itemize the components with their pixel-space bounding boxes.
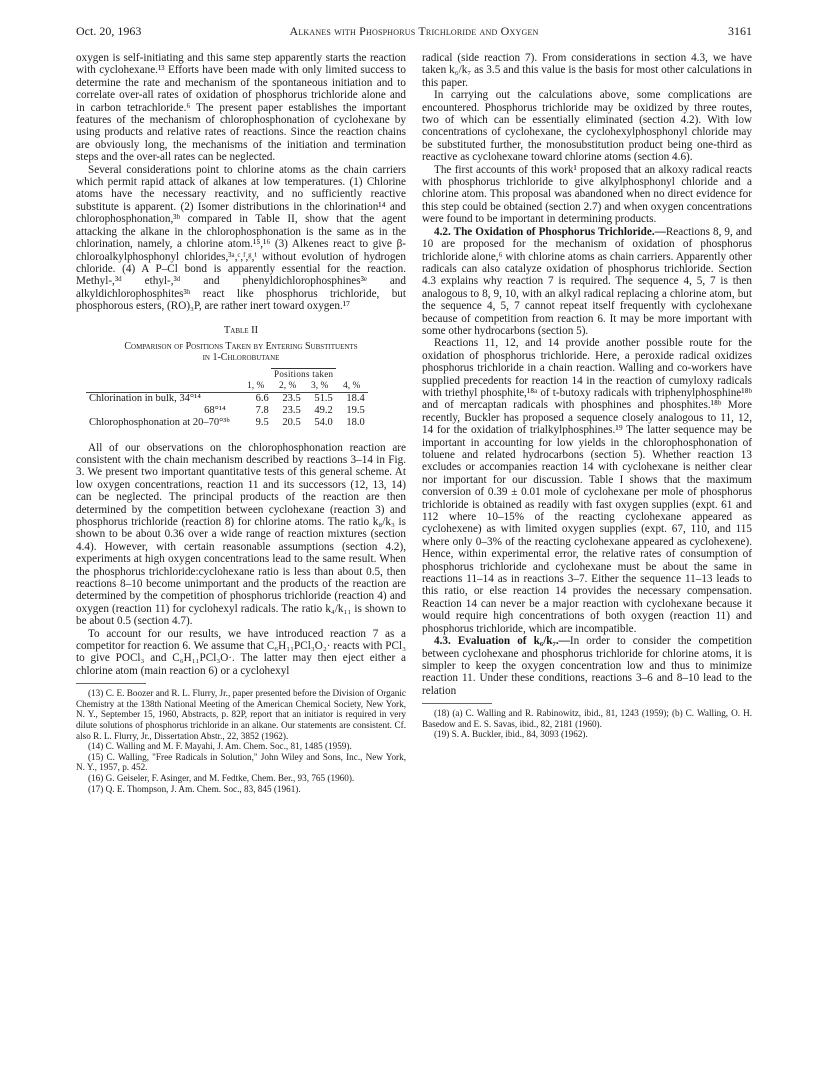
table-cell: 51.5 — [314, 392, 333, 404]
paragraph: Reactions 11, 12, and 14 provide another possible route for the oxidation of phosphorus trichloride. Here, a peroxide radical oxidizes phosphorus trichloride in a chain reaction. Walling and co-workers have supplied precedents for reaction 14 in the reaction of cumyloxy radicals with triethyl phosphite,¹⁸ᵃ of t-butoxy radicals with triphenylphosphine¹⁸ᵇ and of mercaptan radicals with phosphines and phosphites.¹⁸ᵇ More recently, Buckler has proposed a sequence closely analogous to 11, 12, 14 for the oxidation of trialkylphosphines.¹⁹ The latter sequence may be important in accounting for low yields in the chlorophosphonation of toluene and related hydrocarbons (section 5). Whether reaction 13 excludes or accompanies reaction 14 with cyclohexane is neither clear nor important for our discussion. Table I shows that the maximum conversion of 0.39 ± 0.01 mole of cyclohexane per mole of phosphorus trichloride is obtained as readily with fast oxygen supplies (expt. 61 and 112 where 10–15% of the reacting cyclohexane appeared as cyclohexene) as with limited oxygen supplies (expt. 67, 110, and 115 where only 0–3% of the reacting cyclohexane appeared as cyclohexene). Hence, within experimental error, the relative rates of consumption of phosphorus trichloride and cyclohexane must be about the same in reactions 11–14 as in reactions 3–7. Either the sequence 11–13 leads to this ratio, or else reaction 14 provides the necessary compensation. Reaction 14 can never be a major reaction with cyclohexane because it would require high concentrations of both oxygen (reaction 11) and phosphorus trichloride, which are incompatible. — [422, 337, 752, 635]
header-page-number: 3161 — [728, 24, 752, 38]
table-title — [76, 341, 406, 364]
section-body: Reactions 8, 9, and 10 are proposed for the mechanism of oxidation of phosphorus trichloride alone,⁶ with chlorine atoms as chain carriers. Apparently other radicals can also catalyze oxidation of phosphorus trichloride. Section 4.3 explains why reaction 7 is required. The sequence 4, 5, 7 is then analogous to 8, 9, 10, with an alkyl radical replacing a chlorine atom, but the sequence 4, 5, 7 cannot repeat itself frequently with cyclohexane because of competition from reaction 6. It may be more important with some other hydrocarbons (section 5). — [422, 225, 752, 337]
header-title: Alkanes with Phosphorus Trichloride and Oxygen — [289, 24, 539, 38]
paragraph: Several considerations point to chlorine atoms as the chain carriers which permit rapid attack of alkanes at low temperatures. (1) Chlorine atoms have the necessary reactivity, and no sufficiently reactive substitute is apparent. (2) Isomer distributions in the chlorination¹⁴ and chlorophosphonation,³ᵇ compared in Table II, show that the agent attacking the alkane in the chlorophosphonation is the same as in the chlorination, namely, a chlorine atom.¹⁵,¹⁶ (3) Alkenes react to give β-chloroalkylphosphonyl chlorides,³ᵃ,ᶜ,ᶠ,ᵍ,ⁱ without evolution of hydrogen chloride. (4) A P–Cl bond is apparently essential for the reaction. Methyl-,³ᵈ ethyl-,³ᵈ and phenyldichlorophosphines³ᵉ and alkyldichlorophosphites³ʰ react like phosphorus trichloride, but phosphorous esters, (RO)₃P, are rather inert toward oxygen.¹⁷ — [76, 163, 406, 313]
table-row — [86, 417, 368, 429]
column-header: 4, % — [336, 380, 368, 393]
footnote: (18) (a) C. Walling and R. Rabinowitz, ibid., 81, 1243 (1959); (b) C. Walling, O. H. Basedow and E. S. Savas, ibid., 82, 2181 (1960). — [422, 708, 752, 729]
paragraph: oxygen is self-initiating and this same step apparently starts the reaction with cyclohexane.¹³ Efforts have been made with only limited success to determine the rate and mechanism of the spontaneous initiation and to correlate over-all rates of oxidation of phosphorus trichloride alone and in carbon tetrachloride.⁶ The present paper establishes the important features of the mechanism of chlorophosphonation of cyclohexane by using products and relative rates of reactions. Since the reaction chains are obviously long, the mechanisms of the initiation and termination steps and the over-all rates can be neglected. — [76, 52, 406, 164]
footnote: (19) S. A. Buckler, ibid., 84, 3093 (1962). — [434, 729, 588, 740]
paragraph: All of our observations on the chlorophosphonation reaction are consistent with the chain mechanism described by reactions 3–14 in Fig. 3. We present two important quantitative tests of this general scheme. At low oxygen concentrations, reaction 11 and its successors (12, 13, 14) can be neglected. The principal products of the reaction are then determined by the competition between cyclohexane (reaction 3) and phosphorus trichloride (reaction 8) for chlorine atoms. The ratio k₈/k₃ is shown to be about 0.36 over a wide range of reaction mixtures (section 4.4). However, with certain reasonable assumptions (section 4.2), experiments at high oxygen concentrations lead to the same result. When the phosphorus trichloride:cyclohexane ratio is less than about 0.5, then reactions 8–10 become unimportant and the products of the reaction are determined by the competition of phosphorus trichloride (reaction 4) and oxygen (reaction 11) for cyclohexyl radicals. The ratio k₄/k₁₁ is shown to be about 0.5 (section 4.7). — [76, 441, 406, 628]
right-column — [422, 52, 752, 740]
table-cell: 18.4 — [346, 392, 365, 404]
table-cell: 54.0 — [314, 417, 333, 429]
footnote-separator — [422, 703, 492, 704]
table-cell: 23.5 — [282, 405, 301, 417]
table-header-row — [86, 380, 368, 393]
table-title-line: Comparison of Positions Taken by Entering Substituents — [124, 340, 358, 352]
table-cell: 20.5 — [282, 417, 301, 429]
paragraph: In carrying out the calculations above, some complications are encountered. Phosphorus trichloride may be oxidized by three routes, two of which can be essentially eliminated (section 4.2). With low concentrations of cyclohexane, the cyclohexylphosphonyl chloride may be substituted further, the monosubstitution product being one-third as reactive as cyclohexane toward chlorine atoms (section 4.6). — [422, 89, 752, 164]
footnote-separator — [76, 683, 146, 684]
running-header — [76, 22, 752, 40]
table-cell: 7.8 — [255, 405, 269, 417]
footnote: (16) G. Geiseler, F. Asinger, and M. Fedtke, Chem. Ber., 93, 765 (1960). — [88, 773, 355, 784]
footnote: (17) Q. E. Thompson, J. Am. Chem. Soc., 83, 845 (1961). — [88, 783, 301, 794]
table-cell: 18.0 — [346, 417, 365, 429]
section-body: In order to consider the competition between cyclohexane and phosphorus trichloride for chlorine atoms, it is simpler to keep the oxygen concentration low and thus to minimize reaction 11. Under these conditions, reactions 3–6 and 8–10 lead to the relation — [422, 635, 752, 697]
column-header: 2, % — [272, 380, 304, 393]
section-heading: 4.3. Evaluation of k₆/k₇.— — [434, 635, 570, 648]
row-label: Chlorophosphonation at 20–70°³ᵇ — [89, 417, 230, 429]
paragraph: To account for our results, we have introduced reaction 7 as a competitor for reaction 6. We assume that C₆H₁₁PCl₃O₂· reacts with PCl₃ to give POCl₃ and C₆H₁₁PCl₃O·. The latter may then eject either a chlorine atom (main reaction 6) or a cyclohexyl — [76, 627, 406, 677]
row-label: 68°¹⁴ — [204, 405, 226, 417]
left-column — [76, 52, 406, 794]
table-title-line: in 1-Chlorobutane — [202, 352, 280, 364]
section-4-3 — [422, 635, 752, 697]
table-cell: 23.5 — [282, 392, 301, 404]
column-header: 1, % — [240, 380, 272, 393]
table-cell: 6.6 — [255, 392, 269, 404]
paragraph: radical (side reaction 7). From considerations in section 4.3, we have taken k₆/k₇ as 3.5 and this value is the basis for most other calculations in this paper. — [422, 52, 752, 89]
table-row — [86, 392, 368, 405]
table-span-header-row — [86, 368, 368, 380]
column-header: 3, % — [304, 380, 336, 393]
table-cell: 19.5 — [346, 405, 365, 417]
table-cell: 9.5 — [255, 417, 269, 429]
footnote: (15) C. Walling, "Free Radicals in Solution," John Wiley and Sons, Inc., New York, N. Y., 1957, p. 452. — [76, 751, 406, 773]
paragraph: The first accounts of this work¹ proposed that an alkoxy radical reacts with phosphorus trichloride to give alkylphosphonyl chloride and a chlorine atom. This proposal was abandoned when no direct evidence for this step could be obtained (section 2.7) and when oxygen concentrations were found to be important in determining products. — [422, 163, 752, 226]
section-4-2 — [422, 226, 752, 338]
span-header: Positions taken — [271, 368, 336, 379]
footnote: (13) C. E. Boozer and R. L. Flurry, Jr., paper presented before the Division of Organic Chemistry at the 138th National Meeting of the American Chemical Society, New York, N. Y., September 15, 1960, Abstracts, p. 82P, report that an initiator is required in very dilute solutions of phosphorus trichloride in an alkane. Our statements are consistent. Cf. also R. L. Flurry, Jr., Dissertation Abstr., 22, 3852 (1962). — [76, 688, 406, 741]
table-cell: 49.2 — [314, 405, 333, 417]
section-heading: 4.2. The Oxidation of Phosphorus Trichloride.— — [434, 225, 666, 238]
footnote: (14) C. Walling and M. F. Mayahi, J. Am. Chem. Soc., 81, 1485 (1959). — [88, 741, 352, 752]
row-label: Chlorination in bulk, 34°¹⁴ — [89, 392, 201, 404]
table-row — [86, 405, 368, 417]
data-table — [86, 368, 368, 430]
header-date: Oct. 20, 1963 — [76, 24, 142, 38]
table-caption: Table II — [223, 324, 259, 336]
